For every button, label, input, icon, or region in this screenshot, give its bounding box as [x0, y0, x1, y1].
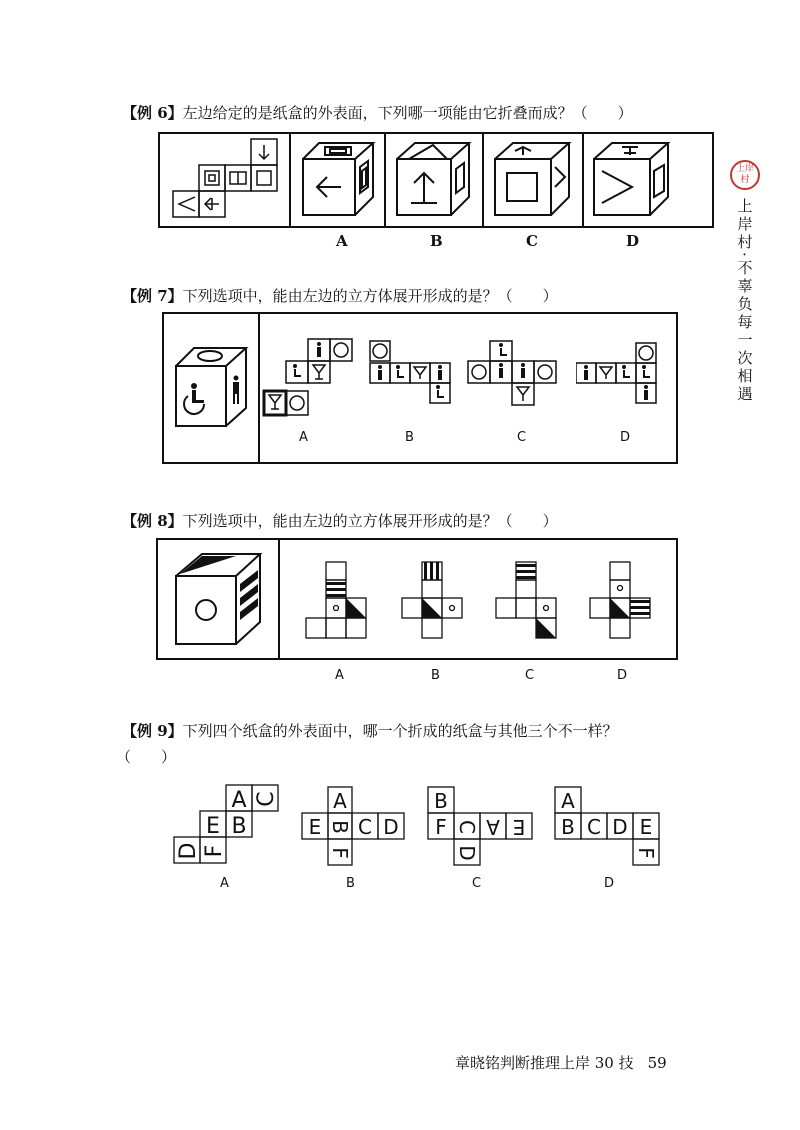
q7-cube-figure — [170, 340, 254, 432]
q9-option-b-net — [300, 785, 412, 867]
q7-label-c: C — [517, 430, 527, 445]
q7-label-d: D — [620, 430, 631, 445]
q7-option-a-net — [262, 335, 362, 421]
q8-label-d: D — [617, 668, 628, 683]
letter-c: C — [254, 791, 279, 807]
question-9 — [122, 720, 618, 741]
letter-f: F — [634, 847, 658, 859]
letter-e: E — [308, 815, 322, 839]
q9-label-c: C — [472, 876, 482, 891]
question-text: 下列选项中，能由左边的立方体展开形成的是？（ ） — [182, 512, 558, 530]
q7-option-d-net — [576, 335, 672, 415]
letter-c: C — [587, 815, 601, 839]
letter-a: A — [333, 789, 347, 813]
q6-net-figure — [165, 135, 285, 225]
question-7 — [122, 285, 558, 306]
letter-f: F — [435, 815, 447, 839]
letter-a: A — [561, 789, 575, 813]
q9-option-a-net — [172, 783, 284, 865]
q7-label-b: B — [405, 430, 414, 445]
q6-label-a: A — [336, 232, 348, 250]
letter-f: F — [202, 844, 227, 858]
q9-label-d: D — [604, 876, 615, 891]
letter-a: A — [231, 788, 247, 813]
letter-f: F — [328, 847, 352, 859]
question-text: 下列选项中，能由左边的立方体展开形成的是？（ ） — [182, 287, 558, 305]
question-tag: 【例 7】 — [122, 287, 183, 305]
question-text: 下列四个纸盒的外表面中，哪一个折成的纸盒与其他三个不一样？ — [182, 722, 618, 740]
q7-label-a: A — [299, 430, 308, 445]
letter-b: B — [561, 815, 575, 839]
q6-option-d-cube — [588, 137, 676, 223]
q9-option-c-net — [426, 785, 538, 867]
letter-d: D — [176, 842, 201, 860]
question-9-answer-bracket: （ ） — [116, 748, 177, 766]
question-8 — [122, 510, 558, 531]
letter-d: D — [455, 845, 479, 861]
sidebar — [730, 160, 760, 404]
q8-label-c: C — [525, 668, 535, 683]
letter-b: B — [231, 814, 247, 839]
q6-option-c-cube — [489, 137, 577, 223]
q8-cube-figure — [172, 548, 268, 652]
letter-c: C — [455, 820, 479, 834]
q7-option-c-net — [464, 335, 574, 425]
letter-b: B — [434, 789, 448, 813]
q8-option-c-net — [492, 560, 564, 642]
letter-d: D — [383, 815, 399, 839]
letter-c: C — [358, 815, 372, 839]
q9-label-a: A — [220, 876, 229, 891]
letter-e: E — [512, 815, 526, 839]
q7-option-b-net — [368, 335, 468, 415]
q6-option-b-cube — [391, 137, 477, 223]
question-tag: 【例 9】 — [122, 722, 183, 740]
question-text: 左边给定的是纸盒的外表面，下列哪一项能由它折叠而成？（ ） — [182, 104, 633, 122]
q8-option-b-net — [398, 560, 470, 642]
letter-a: A — [486, 815, 500, 839]
q6-option-a-cube — [295, 137, 381, 223]
question-tag: 【例 6】 — [122, 104, 183, 122]
sidebar-slogan: 上岸村·不辜负每一次相遇 — [735, 198, 754, 404]
letter-e: E — [639, 815, 653, 839]
letter-b: B — [328, 820, 352, 834]
book-title: 章晓铭判断推理上岸 30 技 — [455, 1054, 634, 1072]
q8-option-d-net — [586, 560, 658, 642]
seal-logo: 上岸村 — [730, 160, 760, 190]
letter-d: D — [612, 815, 628, 839]
question-6 — [122, 102, 633, 123]
question-tag: 【例 8】 — [122, 512, 183, 530]
page-footer — [455, 1052, 667, 1073]
q6-label-d: D — [626, 232, 640, 250]
q8-option-a-net — [302, 560, 374, 642]
q6-label-c: C — [526, 232, 538, 250]
q9-option-d-net — [553, 785, 665, 867]
q8-label-a: A — [335, 668, 344, 683]
page-number: 59 — [647, 1054, 667, 1072]
letter-e: E — [206, 814, 220, 839]
q8-label-b: B — [431, 668, 440, 683]
q6-label-b: B — [430, 232, 443, 250]
q9-label-b: B — [346, 876, 355, 891]
